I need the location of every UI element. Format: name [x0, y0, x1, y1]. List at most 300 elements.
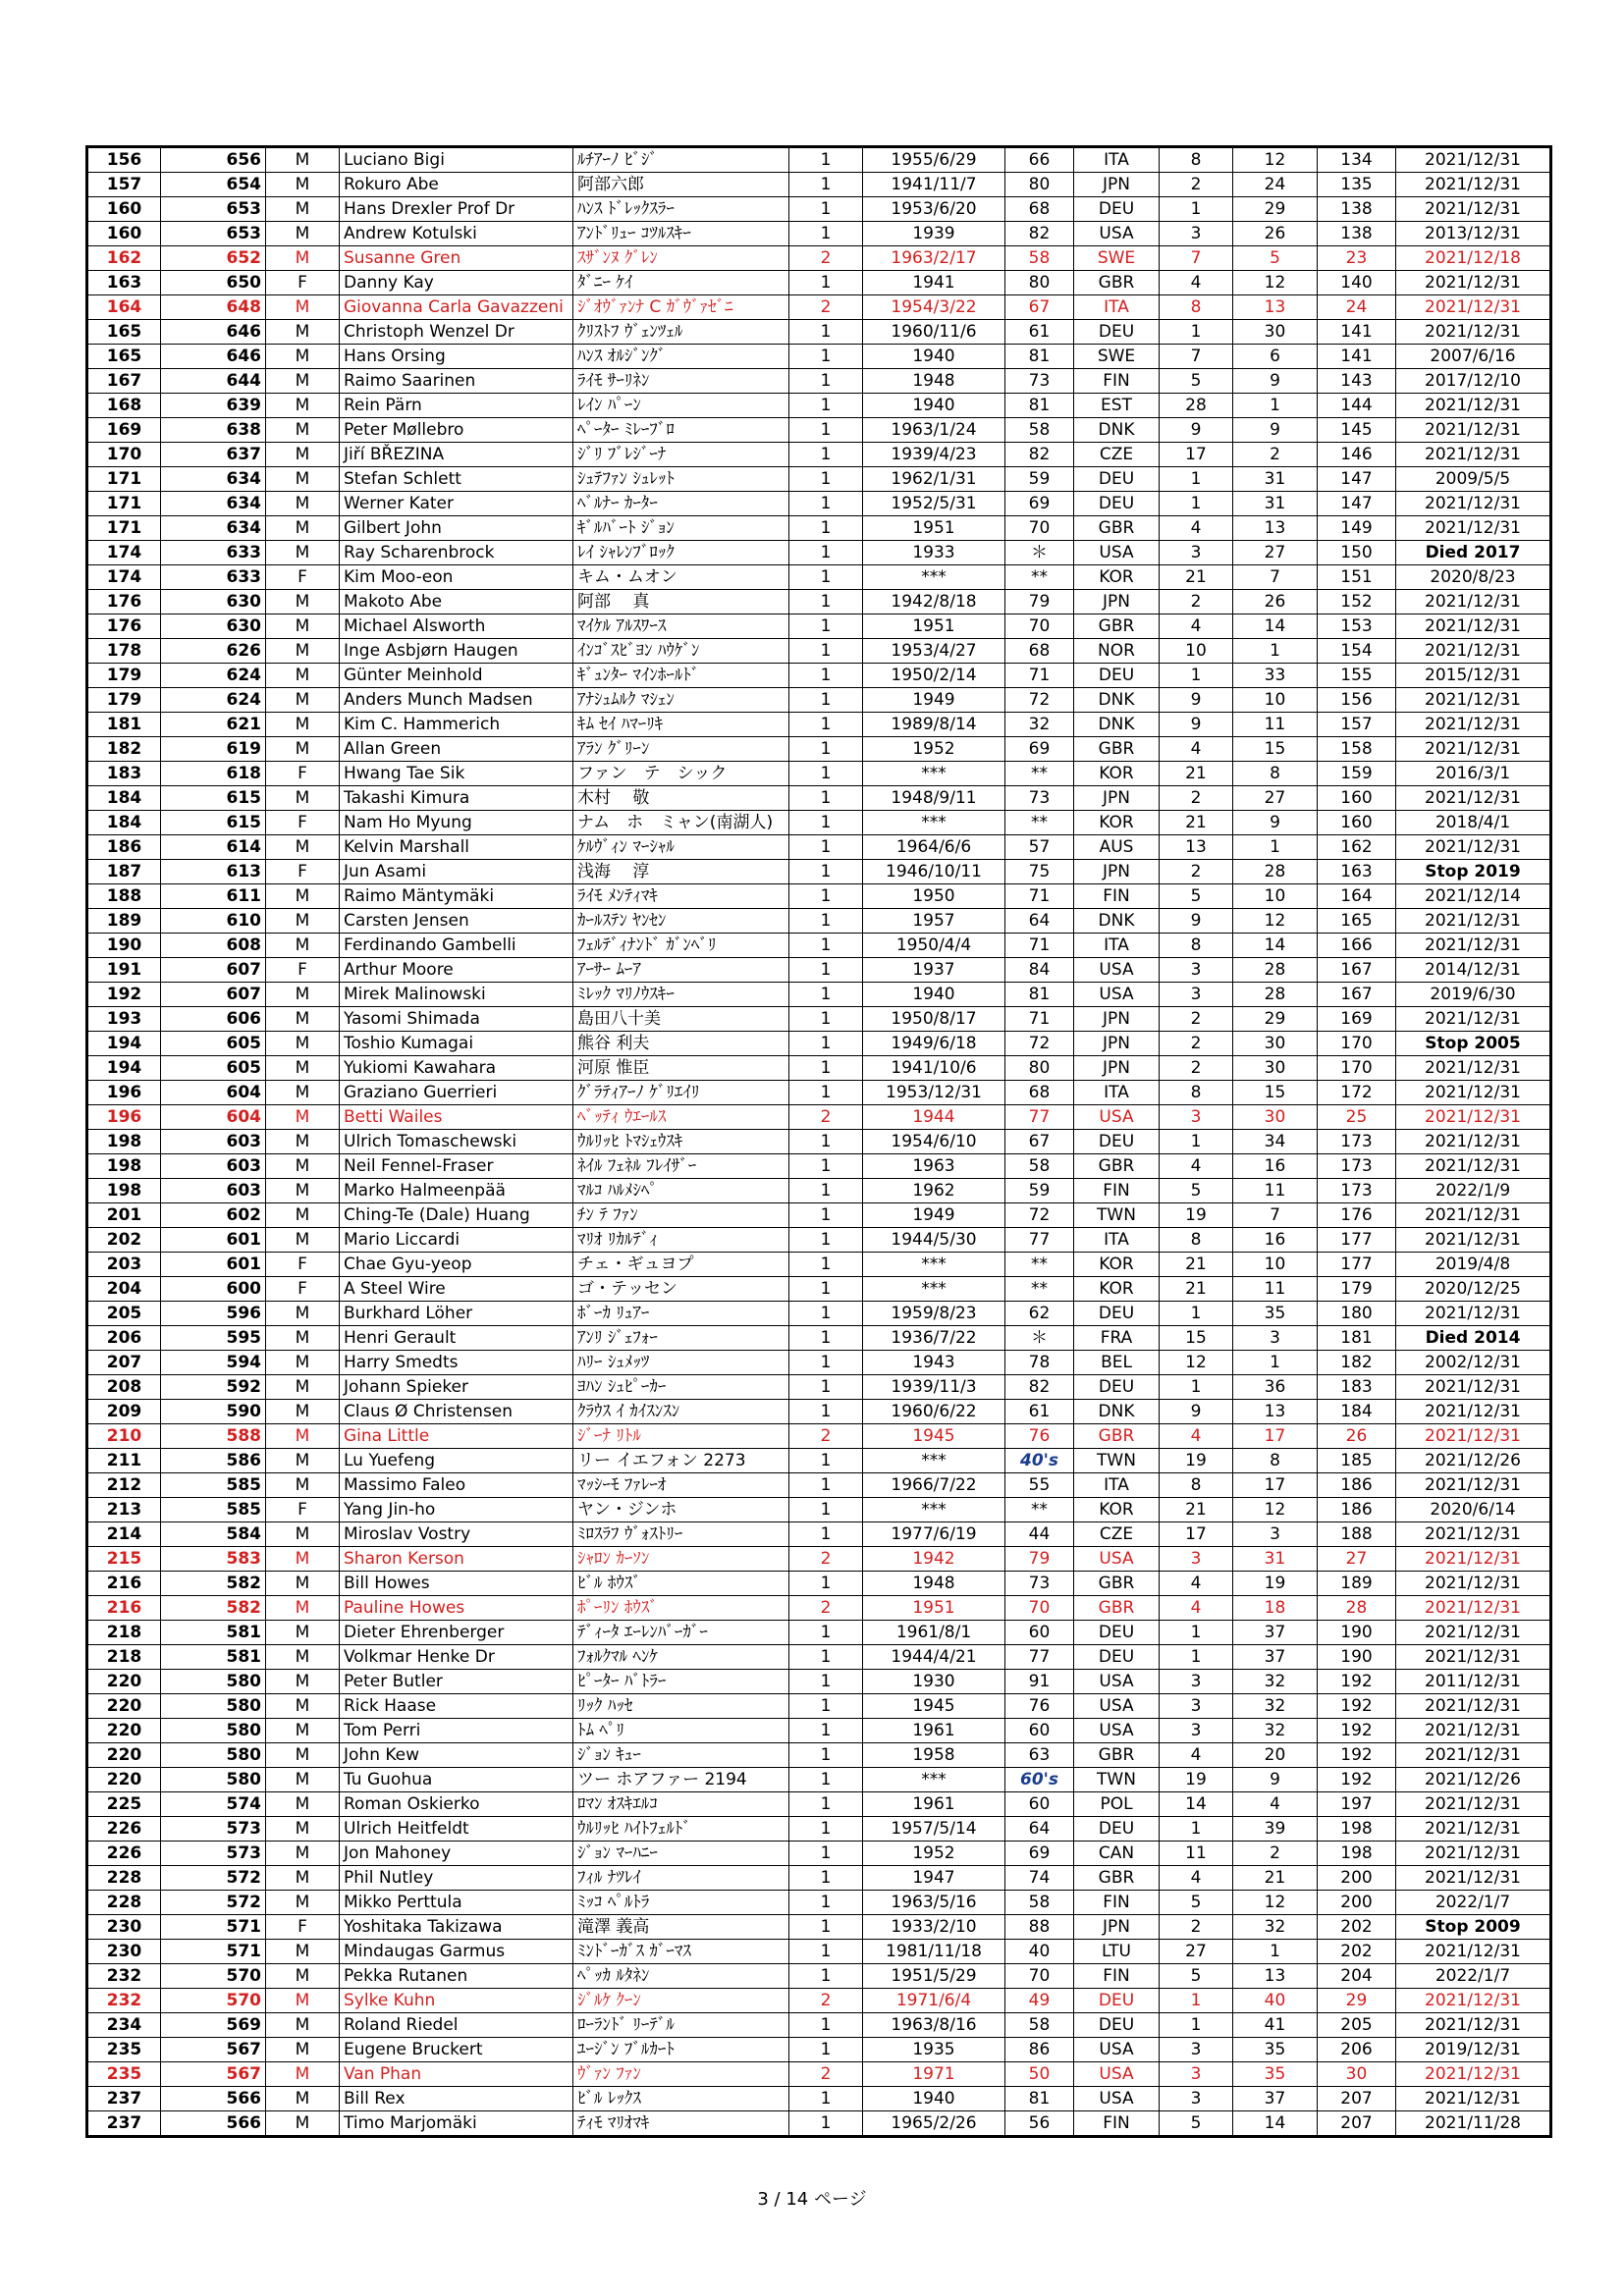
category-cell: 2: [789, 295, 863, 320]
age-cell: 68: [1005, 1081, 1074, 1105]
birth-date-cell: 1940: [863, 2087, 1005, 2111]
katakana-name-cell: ﾛﾏﾝ ｵｽｷｴﾙｺ: [573, 1792, 789, 1817]
rank-cell: 232: [87, 1964, 161, 1989]
katakana-name-cell: ゴ・テッセン: [573, 1277, 789, 1302]
name-cell: Marko Halmeenpää: [340, 1179, 573, 1203]
updated-date-cell: 2021/12/31: [1396, 271, 1551, 295]
katakana-name-cell: ﾍﾞｯﾃｨ ｳｴｰﾙｽ: [573, 1105, 789, 1130]
points-cell: 586: [161, 1449, 266, 1473]
rank-cell: 171: [87, 492, 161, 516]
updated-date-cell: 2021/12/31: [1396, 1719, 1551, 1743]
category-cell: 1: [789, 418, 863, 443]
sequence-cell: 192: [1318, 1694, 1396, 1719]
age-cell: 66: [1005, 147, 1074, 173]
name-cell: Neil Fennel-Fraser: [340, 1154, 573, 1179]
sequence-cell: 140: [1318, 271, 1396, 295]
name-cell: Peter Butler: [340, 1670, 573, 1694]
age-cell: 77: [1005, 1645, 1074, 1670]
category-cell: 1: [789, 1203, 863, 1228]
updated-date-cell: 2021/12/31: [1396, 1302, 1551, 1326]
national-rank-cell: 3: [1233, 1522, 1318, 1547]
age-cell: 82: [1005, 1375, 1074, 1400]
sex-cell: M: [266, 664, 340, 688]
country-cell: POL: [1074, 1792, 1160, 1817]
rank-cell: 163: [87, 271, 161, 295]
updated-date-cell: 2014/12/31: [1396, 958, 1551, 983]
table-row: [87, 1940, 1551, 1964]
name-cell: Van Phan: [340, 2062, 573, 2087]
country-cell: EST: [1074, 394, 1160, 418]
table-row: [87, 1596, 1551, 1621]
country-cell: DNK: [1074, 909, 1160, 934]
name-cell: Betti Wailes: [340, 1105, 573, 1130]
national-rank-cell: 12: [1233, 909, 1318, 934]
national-rank-cell: 1: [1233, 394, 1318, 418]
rank-cell: 232: [87, 1989, 161, 2013]
katakana-name-cell: ﾃｨﾓ ﾏﾘｵﾏｷ: [573, 2111, 789, 2137]
rank-cell: 234: [87, 2013, 161, 2038]
national-rank-cell: 26: [1233, 590, 1318, 614]
katakana-name-cell: 阿部 真: [573, 590, 789, 614]
national-rank-cell: 30: [1233, 1056, 1318, 1081]
table-row: [87, 1253, 1551, 1277]
katakana-name-cell: ﾀﾞﾆｰ ｹｲ: [573, 271, 789, 295]
katakana-name-cell: ｶｰﾙｽﾃﾝ ﾔﾝｾﾝ: [573, 909, 789, 934]
points-cell: 639: [161, 394, 266, 418]
sex-cell: M: [266, 246, 340, 271]
table-row: [87, 1203, 1551, 1228]
sex-cell: M: [266, 1694, 340, 1719]
country-cell: DNK: [1074, 1400, 1160, 1424]
sex-cell: M: [266, 1351, 340, 1375]
category-cell: 1: [789, 2111, 863, 2137]
national-rank-cell: 10: [1233, 688, 1318, 713]
category-cell: 1: [789, 1326, 863, 1351]
birth-date-cell: 1955/6/29: [863, 147, 1005, 173]
country-rank-cell: 3: [1160, 2062, 1233, 2087]
table-row: [87, 2111, 1551, 2137]
country-cell: USA: [1074, 1670, 1160, 1694]
points-cell: 605: [161, 1032, 266, 1056]
country-cell: USA: [1074, 1694, 1160, 1719]
updated-date-cell: 2021/12/31: [1396, 1596, 1551, 1621]
sex-cell: M: [266, 443, 340, 467]
birth-date-cell: ***: [863, 762, 1005, 786]
age-cell: 71: [1005, 934, 1074, 958]
birth-date-cell: ***: [863, 1277, 1005, 1302]
sex-cell: M: [266, 1743, 340, 1768]
sequence-cell: 23: [1318, 246, 1396, 271]
sequence-cell: 200: [1318, 1891, 1396, 1915]
birth-date-cell: 1957/5/14: [863, 1817, 1005, 1842]
sequence-cell: 144: [1318, 394, 1396, 418]
birth-date-cell: 1961: [863, 1719, 1005, 1743]
sex-cell: M: [266, 1596, 340, 1621]
rank-cell: 230: [87, 1940, 161, 1964]
table-row: [87, 1719, 1551, 1743]
rank-cell: 220: [87, 1768, 161, 1792]
national-rank-cell: 18: [1233, 1596, 1318, 1621]
category-cell: 1: [789, 394, 863, 418]
katakana-name-cell: ヤン・ジンホ: [573, 1498, 789, 1522]
name-cell: Mikko Perttula: [340, 1891, 573, 1915]
rank-cell: 165: [87, 320, 161, 345]
sequence-cell: 192: [1318, 1719, 1396, 1743]
table-row: [87, 271, 1551, 295]
country-rank-cell: 4: [1160, 1596, 1233, 1621]
sex-cell: M: [266, 835, 340, 860]
sequence-cell: 205: [1318, 2013, 1396, 2038]
country-rank-cell: 2: [1160, 786, 1233, 811]
birth-date-cell: 1963/8/16: [863, 2013, 1005, 2038]
sequence-cell: 24: [1318, 295, 1396, 320]
sequence-cell: 147: [1318, 467, 1396, 492]
sex-cell: M: [266, 1056, 340, 1081]
points-cell: 615: [161, 811, 266, 835]
sequence-cell: 28: [1318, 1596, 1396, 1621]
age-cell: 59: [1005, 1179, 1074, 1203]
sequence-cell: 167: [1318, 983, 1396, 1007]
birth-date-cell: 1949/6/18: [863, 1032, 1005, 1056]
category-cell: 1: [789, 443, 863, 467]
national-rank-cell: 11: [1233, 1277, 1318, 1302]
category-cell: 1: [789, 1277, 863, 1302]
table-row: [87, 345, 1551, 369]
rank-cell: 176: [87, 590, 161, 614]
category-cell: 1: [789, 516, 863, 541]
sequence-cell: 159: [1318, 762, 1396, 786]
sex-cell: M: [266, 222, 340, 246]
sex-cell: F: [266, 1277, 340, 1302]
table-row: [87, 222, 1551, 246]
national-rank-cell: 27: [1233, 541, 1318, 565]
sex-cell: M: [266, 1105, 340, 1130]
country-cell: SWE: [1074, 345, 1160, 369]
birth-date-cell: 1963/1/24: [863, 418, 1005, 443]
country-cell: USA: [1074, 958, 1160, 983]
rank-cell: 215: [87, 1547, 161, 1572]
country-rank-cell: 5: [1160, 884, 1233, 909]
rank-cell: 165: [87, 345, 161, 369]
national-rank-cell: 31: [1233, 492, 1318, 516]
category-cell: 1: [789, 713, 863, 737]
rank-cell: 208: [87, 1375, 161, 1400]
country-cell: GBR: [1074, 1743, 1160, 1768]
rank-cell: 187: [87, 860, 161, 884]
updated-date-cell: 2021/12/31: [1396, 1842, 1551, 1866]
category-cell: 1: [789, 835, 863, 860]
age-cell: 73: [1005, 369, 1074, 394]
table-row: [87, 664, 1551, 688]
points-cell: 573: [161, 1842, 266, 1866]
points-cell: 644: [161, 369, 266, 394]
country-rank-cell: 9: [1160, 713, 1233, 737]
age-cell: 70: [1005, 1596, 1074, 1621]
national-rank-cell: 15: [1233, 1081, 1318, 1105]
updated-date-cell: 2021/12/31: [1396, 1694, 1551, 1719]
country-cell: DNK: [1074, 418, 1160, 443]
ranking-table-container: [85, 145, 1549, 2138]
name-cell: Yang Jin-ho: [340, 1498, 573, 1522]
sequence-cell: 138: [1318, 222, 1396, 246]
national-rank-cell: 12: [1233, 1498, 1318, 1522]
birth-date-cell: 1951: [863, 1596, 1005, 1621]
updated-date-cell: 2011/12/31: [1396, 1670, 1551, 1694]
sequence-cell: 204: [1318, 1964, 1396, 1989]
katakana-name-cell: ﾊﾘｰ ｼｭﾒｯﾂ: [573, 1351, 789, 1375]
updated-date-cell: Stop 2009: [1396, 1915, 1551, 1940]
birth-date-cell: 1981/11/18: [863, 1940, 1005, 1964]
updated-date-cell: 2021/12/31: [1396, 590, 1551, 614]
age-cell: 70: [1005, 1964, 1074, 1989]
rank-cell: 196: [87, 1105, 161, 1130]
updated-date-cell: 2021/12/31: [1396, 1645, 1551, 1670]
age-cell: 76: [1005, 1424, 1074, 1449]
katakana-name-cell: 阿部六郎: [573, 173, 789, 197]
sex-cell: M: [266, 1989, 340, 2013]
name-cell: Harry Smedts: [340, 1351, 573, 1375]
birth-date-cell: 1954/6/10: [863, 1130, 1005, 1154]
category-cell: 1: [789, 1522, 863, 1547]
sex-cell: F: [266, 1915, 340, 1940]
points-cell: 638: [161, 418, 266, 443]
table-row: [87, 246, 1551, 271]
sex-cell: M: [266, 1817, 340, 1842]
country-rank-cell: 8: [1160, 1081, 1233, 1105]
table-row: [87, 1891, 1551, 1915]
updated-date-cell: 2021/12/31: [1396, 147, 1551, 173]
age-cell: 60: [1005, 1792, 1074, 1817]
category-cell: 1: [789, 1154, 863, 1179]
points-cell: 633: [161, 541, 266, 565]
rank-cell: 188: [87, 884, 161, 909]
sex-cell: M: [266, 590, 340, 614]
rank-cell: 169: [87, 418, 161, 443]
table-row: [87, 1105, 1551, 1130]
updated-date-cell: 2021/12/31: [1396, 418, 1551, 443]
country-cell: USA: [1074, 541, 1160, 565]
points-cell: 607: [161, 958, 266, 983]
rank-cell: 186: [87, 835, 161, 860]
sequence-cell: 138: [1318, 197, 1396, 222]
katakana-name-cell: ﾛｰﾗﾝﾄﾞ ﾘｰﾃﾞﾙ: [573, 2013, 789, 2038]
country-cell: JPN: [1074, 173, 1160, 197]
age-cell: **: [1005, 762, 1074, 786]
sex-cell: M: [266, 173, 340, 197]
katakana-name-cell: ｽｻﾞﾝﾇ ｸﾞﾚﾝ: [573, 246, 789, 271]
katakana-name-cell: ｱﾝﾘ ｼﾞｪﾌｫｰ: [573, 1326, 789, 1351]
age-cell: 81: [1005, 983, 1074, 1007]
sequence-cell: 184: [1318, 1400, 1396, 1424]
points-cell: 566: [161, 2087, 266, 2111]
name-cell: Mindaugas Garmus: [340, 1940, 573, 1964]
age-cell: 69: [1005, 737, 1074, 762]
country-cell: JPN: [1074, 1056, 1160, 1081]
national-rank-cell: 10: [1233, 1253, 1318, 1277]
updated-date-cell: 2022/1/9: [1396, 1179, 1551, 1203]
name-cell: Graziano Guerrieri: [340, 1081, 573, 1105]
updated-date-cell: 2021/12/31: [1396, 1154, 1551, 1179]
birth-date-cell: 1949: [863, 1203, 1005, 1228]
table-row: [87, 1179, 1551, 1203]
country-rank-cell: 1: [1160, 664, 1233, 688]
name-cell: Toshio Kumagai: [340, 1032, 573, 1056]
updated-date-cell: 2022/1/7: [1396, 1964, 1551, 1989]
national-rank-cell: 29: [1233, 1007, 1318, 1032]
country-cell: JPN: [1074, 860, 1160, 884]
national-rank-cell: 28: [1233, 958, 1318, 983]
age-cell: 70: [1005, 516, 1074, 541]
country-rank-cell: 1: [1160, 2013, 1233, 2038]
country-rank-cell: 8: [1160, 1473, 1233, 1498]
birth-date-cell: 1965/2/26: [863, 2111, 1005, 2137]
country-cell: GBR: [1074, 737, 1160, 762]
age-cell: 72: [1005, 1032, 1074, 1056]
table-row: [87, 295, 1551, 320]
points-cell: 652: [161, 246, 266, 271]
birth-date-cell: 1933/2/10: [863, 1915, 1005, 1940]
sex-cell: M: [266, 492, 340, 516]
country-cell: ITA: [1074, 1228, 1160, 1253]
points-cell: 634: [161, 492, 266, 516]
name-cell: Johann Spieker: [340, 1375, 573, 1400]
country-rank-cell: 14: [1160, 1792, 1233, 1817]
updated-date-cell: 2018/4/1: [1396, 811, 1551, 835]
country-rank-cell: 11: [1160, 1842, 1233, 1866]
birth-date-cell: 1953/6/20: [863, 197, 1005, 222]
table-row: [87, 1743, 1551, 1768]
national-rank-cell: 28: [1233, 983, 1318, 1007]
sequence-cell: 157: [1318, 713, 1396, 737]
katakana-name-cell: ｹﾙｳﾞｨﾝ ﾏｰｼｬﾙ: [573, 835, 789, 860]
table-row: [87, 173, 1551, 197]
sex-cell: M: [266, 1154, 340, 1179]
table-row: [87, 1866, 1551, 1891]
sex-cell: M: [266, 1473, 340, 1498]
national-rank-cell: 32: [1233, 1719, 1318, 1743]
table-row: [87, 1792, 1551, 1817]
national-rank-cell: 1: [1233, 835, 1318, 860]
country-rank-cell: 8: [1160, 934, 1233, 958]
birth-date-cell: ***: [863, 1449, 1005, 1473]
age-cell: 78: [1005, 1351, 1074, 1375]
age-cell: 73: [1005, 786, 1074, 811]
sequence-cell: 143: [1318, 369, 1396, 394]
country-rank-cell: 1: [1160, 492, 1233, 516]
sex-cell: M: [266, 1842, 340, 1866]
country-cell: ITA: [1074, 295, 1160, 320]
rank-cell: 189: [87, 909, 161, 934]
birth-date-cell: 1942/8/18: [863, 590, 1005, 614]
category-cell: 2: [789, 246, 863, 271]
age-cell: 82: [1005, 222, 1074, 246]
sex-cell: M: [266, 1866, 340, 1891]
category-cell: 1: [789, 1007, 863, 1032]
sequence-cell: 145: [1318, 418, 1396, 443]
sex-cell: M: [266, 295, 340, 320]
updated-date-cell: 2021/12/31: [1396, 737, 1551, 762]
country-cell: DNK: [1074, 713, 1160, 737]
sequence-cell: 141: [1318, 320, 1396, 345]
country-rank-cell: 1: [1160, 1645, 1233, 1670]
national-rank-cell: 41: [1233, 2013, 1318, 2038]
category-cell: 1: [789, 1400, 863, 1424]
name-cell: Günter Meinhold: [340, 664, 573, 688]
category-cell: 1: [789, 1792, 863, 1817]
country-cell: USA: [1074, 2038, 1160, 2062]
updated-date-cell: 2021/12/31: [1396, 1424, 1551, 1449]
birth-date-cell: 1950/8/17: [863, 1007, 1005, 1032]
name-cell: Luciano Bigi: [340, 147, 573, 173]
sex-cell: M: [266, 688, 340, 713]
katakana-name-cell: ｼﾞｮﾝ ﾏｰﾊﾆｰ: [573, 1842, 789, 1866]
table-row: [87, 1277, 1551, 1302]
country-rank-cell: 1: [1160, 1817, 1233, 1842]
sex-cell: M: [266, 884, 340, 909]
sequence-cell: 147: [1318, 492, 1396, 516]
rank-cell: 184: [87, 786, 161, 811]
points-cell: 653: [161, 197, 266, 222]
rank-cell: 210: [87, 1424, 161, 1449]
age-cell: 69: [1005, 492, 1074, 516]
sex-cell: M: [266, 1621, 340, 1645]
rank-cell: 202: [87, 1228, 161, 1253]
name-cell: Nam Ho Myung: [340, 811, 573, 835]
age-cell: ＊: [1005, 1326, 1074, 1351]
rank-cell: 207: [87, 1351, 161, 1375]
rank-cell: 196: [87, 1081, 161, 1105]
country-cell: USA: [1074, 222, 1160, 246]
birth-date-cell: 1943: [863, 1351, 1005, 1375]
age-cell: 73: [1005, 1572, 1074, 1596]
table-row: [87, 1056, 1551, 1081]
sex-cell: M: [266, 2087, 340, 2111]
table-row: [87, 1326, 1551, 1351]
sex-cell: M: [266, 345, 340, 369]
sequence-cell: 207: [1318, 2111, 1396, 2137]
birth-date-cell: 1958: [863, 1743, 1005, 1768]
name-cell: Burkhard Löher: [340, 1302, 573, 1326]
sex-cell: M: [266, 197, 340, 222]
name-cell: Hans Orsing: [340, 345, 573, 369]
birth-date-cell: 1935: [863, 2038, 1005, 2062]
katakana-name-cell: ｳﾞｧﾝ ﾌｧﾝ: [573, 2062, 789, 2087]
sex-cell: M: [266, 983, 340, 1007]
country-cell: DEU: [1074, 1989, 1160, 2013]
sex-cell: F: [266, 762, 340, 786]
national-rank-cell: 9: [1233, 369, 1318, 394]
points-cell: 570: [161, 1989, 266, 2013]
points-cell: 590: [161, 1400, 266, 1424]
rank-cell: 194: [87, 1032, 161, 1056]
category-cell: 2: [789, 1596, 863, 1621]
category-cell: 1: [789, 1473, 863, 1498]
country-rank-cell: 21: [1160, 1253, 1233, 1277]
katakana-name-cell: ﾍﾟｯｶ ﾙﾀﾈﾝ: [573, 1964, 789, 1989]
points-cell: 604: [161, 1081, 266, 1105]
country-rank-cell: 1: [1160, 320, 1233, 345]
age-cell: 81: [1005, 345, 1074, 369]
table-row: [87, 492, 1551, 516]
sequence-cell: 197: [1318, 1792, 1396, 1817]
points-cell: 600: [161, 1277, 266, 1302]
katakana-name-cell: ｸﾞﾗﾃｨｱｰﾉ ｹﾞﾘｴｲﾘ: [573, 1081, 789, 1105]
points-cell: 653: [161, 222, 266, 246]
katakana-name-cell: ｸﾘｽﾄﾌ ｳﾞｪﾝﾂｪﾙ: [573, 320, 789, 345]
age-cell: 67: [1005, 295, 1074, 320]
national-rank-cell: 24: [1233, 173, 1318, 197]
updated-date-cell: 2021/12/31: [1396, 2087, 1551, 2111]
